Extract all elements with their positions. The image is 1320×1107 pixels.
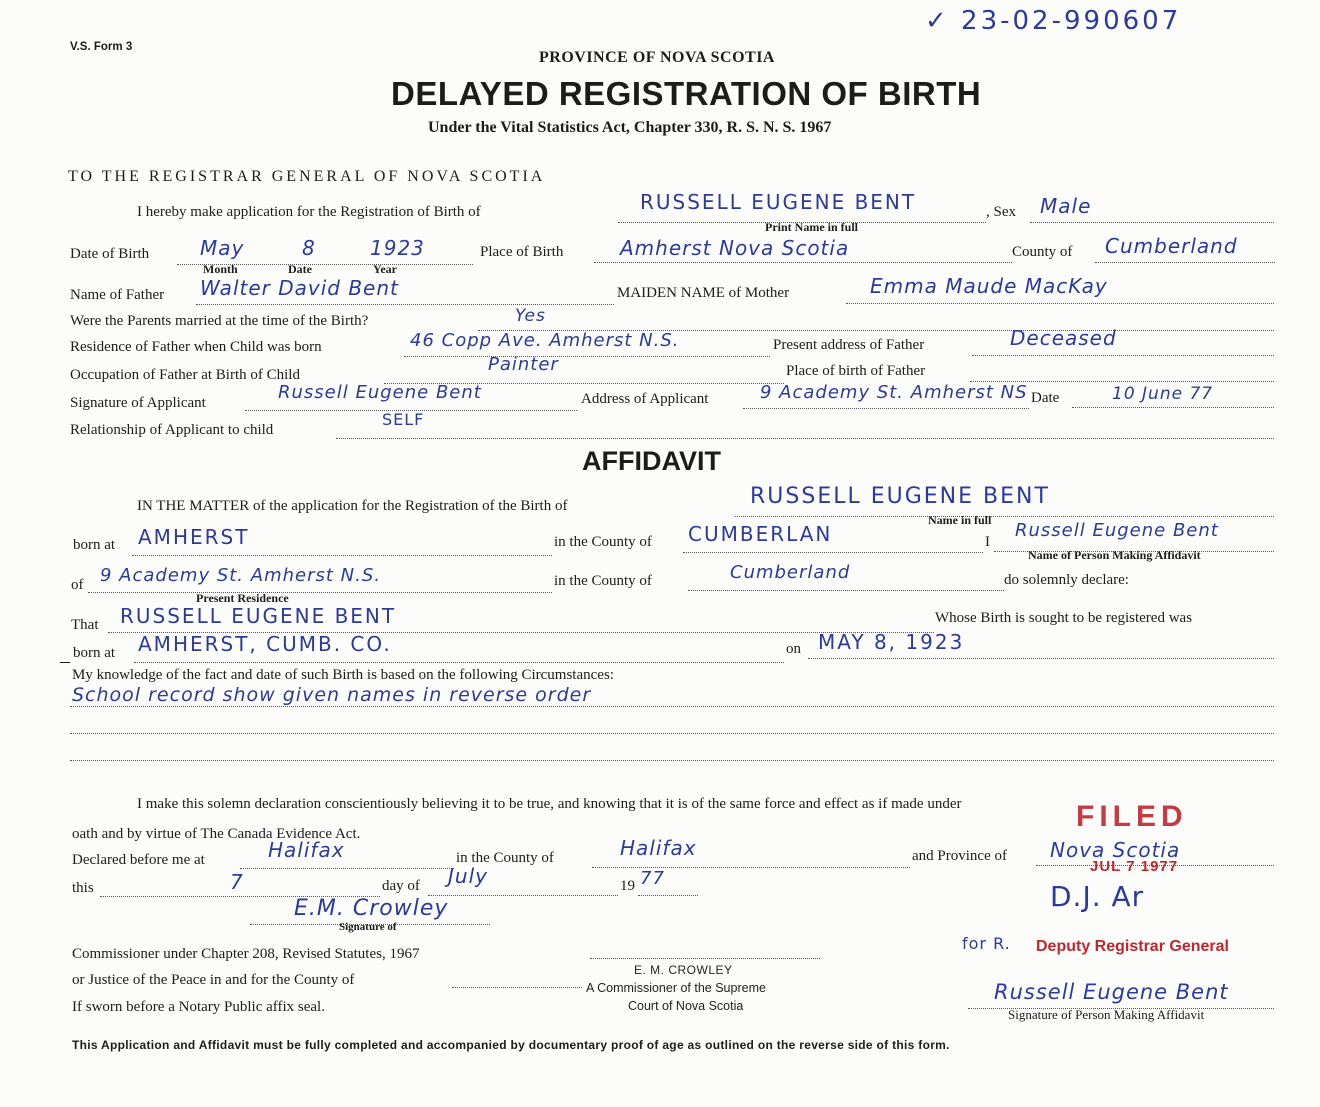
circumstances-line-1 [70,706,1274,707]
solemn-line-1: I make this solemn declaration conscientiously believing it to be true, and knowing that it is of the same force and effect as if made under [137,796,962,812]
this-label: this [72,880,94,896]
filed-stamp: FILED [1076,800,1188,833]
margin-dash: – [60,650,70,672]
place-label: Place of Birth [480,244,564,260]
relationship-value: SELF [382,410,425,429]
date-line [1072,407,1274,408]
on-date-value: MAY 8, 1923 [818,630,965,654]
occupation-label: Occupation of Father at Birth of Child [70,367,300,383]
relationship-label: Relationship of Applicant to child [70,422,274,438]
place-value: Amherst Nova Scotia [620,236,850,260]
affiant-value: Russell Eugene Bent [1015,520,1219,541]
month-value: July [448,864,488,888]
signature-applicant-label: Signature of Applicant [70,395,206,411]
county-value: Cumberland [1105,234,1238,258]
married-label: Were the Parents married at the time of the Birth? [70,313,369,329]
born-at-label: born at [73,537,116,553]
declared-label: Declared before me at [72,852,205,868]
name-full-caption: Name in full [928,513,992,527]
applicant-name-value: RUSSELL EUGENE BENT [640,190,917,214]
place-line [594,262,1012,263]
present-address-father-line [972,355,1274,356]
date-caption: Date [288,262,312,276]
in-county2-label: in the County of [554,573,652,589]
on-line [808,658,1274,659]
knowledge-label: My knowledge of the fact and date of such Birth is based on the following Circumstances: [72,667,614,683]
filed-date: JUL 7 1977 [1090,858,1179,875]
affidavit-title: AFFIDAVIT [582,446,721,476]
dob-month-value: May [200,236,245,260]
residence-father-label: Residence of Father when Child was born [70,339,322,355]
in-county2-line [688,590,1004,591]
stamp-line-3: Court of Nova Scotia [628,999,744,1013]
county-label: County of [1012,244,1073,260]
day-of-label: day of [382,878,420,894]
residence-father-line [404,356,770,357]
notary-label: If sworn before a Notary Public affix seal. [72,999,325,1015]
dob-label: Date of Birth [70,246,150,262]
address-applicant-line [743,408,1029,409]
registration-number: ✓ 23-02-990607 [925,6,1182,36]
present-residence-caption: Present Residence [196,591,289,605]
dob-date-value: 8 [302,236,316,260]
address-applicant-value: 9 Academy St. Amherst NS [760,382,1028,403]
born-at2-label: born at [73,645,116,661]
residence-value: 9 Academy St. Amherst N.S. [100,565,381,586]
commissioner-signature: E.M. Crowley [294,896,449,921]
dob-year-value: 1923 [370,236,425,260]
this-day-value: 7 [230,870,244,894]
occupation-value: Painter [488,354,559,375]
born-at2-value: AMHERST, CUMB. CO. [138,632,392,656]
province-heading: PROVINCE OF NOVA SCOTIA [539,49,775,66]
commissioner-label: Commissioner under Chapter 208, Revised Statutes, 1967 [72,946,420,962]
sex-line [1030,222,1274,223]
registrar-initials: D.J. Ar [1050,880,1145,913]
married-value: Yes [515,306,546,326]
affiant-signature: Russell Eugene Bent [994,980,1229,1004]
i-label: I [985,534,990,550]
that-label: That [71,617,99,633]
affiant-caption: Name of Person Making Affidavit [1028,548,1201,562]
year-line [638,895,698,896]
affidavit-name-value: RUSSELL EUGENE BENT [750,484,1050,509]
affidavit-county-value: CUMBERLAN [688,522,833,546]
stamp-line [590,958,820,959]
county3-label: in the County of [456,850,554,866]
matter-label: IN THE MATTER of the application for the Registration of the Birth of [137,498,568,514]
declared-line [240,868,454,869]
mother-value: Emma Maude MacKay [870,274,1108,298]
on-label: on [786,641,801,657]
footer-note: This Application and Affidavit must be fully completed and accompanied by documentary proof of age as outlined on the reverse side of this form. [72,1038,950,1052]
month-line [428,895,618,896]
whose-birth-label: Whose Birth is sought to be registered was [935,610,1193,626]
county-line [1095,262,1275,263]
affiant-signature-caption: Signature of Person Making Affidavit [1008,1007,1205,1022]
date-value: 10 June 77 [1112,384,1214,404]
signature-applicant-value: Russell Eugene Bent [278,382,482,403]
solemn-line-2: oath and by virtue of The Canada Evidence Act. [72,826,361,842]
circumstances-line-2 [70,733,1274,734]
in-county-label: in the County of [554,534,652,550]
apply-label: I hereby make application for the Registration of Birth of [137,204,481,220]
date-label: Date [1031,390,1060,406]
circumstances-value: School record show given names in reverse order [72,684,592,706]
stamp-line-2: A Commissioner of the Supreme [586,981,766,995]
county2-value: Cumberland [730,562,851,583]
form-subtitle: Under the Vital Statistics Act, Chapter 330, R. S. N. S. 1967 [428,119,832,136]
in-county-line [683,552,983,553]
sex-value: Male [1040,194,1092,218]
justice-line [452,987,582,988]
circumstances-line-3 [70,760,1274,761]
registrar-prefix: for R. [962,934,1011,953]
residence-line [88,592,552,593]
county3-value: Halifax [620,836,697,860]
that-name-value: RUSSELL EUGENE BENT [120,604,397,628]
to-registrar-line: TO THE REGISTRAR GENERAL OF NOVA SCOTIA [68,168,546,185]
signature-of-caption: Signature of [339,921,397,933]
address-applicant-label: Address of Applicant [581,391,709,407]
father-label: Name of Father [70,287,165,303]
mother-line [846,303,1274,304]
justice-label: or Justice of the Peace in and for the County of [72,972,355,988]
birthplace-father-label: Place of birth of Father [786,363,926,379]
matter-line [735,516,1274,517]
deputy-registrar-stamp: Deputy Registrar General [1036,938,1229,955]
father-line [196,304,614,305]
born-at-line [132,555,552,556]
year-prefix: 19 [620,878,635,894]
born-at-value: AMHERST [138,525,250,549]
relationship-line [336,438,1274,439]
born-at2-line [134,662,784,663]
form-id: V.S. Form 3 [70,41,133,53]
year-caption: Year [373,262,397,276]
declared-at-value: Halifax [268,838,345,862]
month-caption: Month [203,262,238,276]
of-label: of [71,577,84,593]
mother-label: MAIDEN NAME of Mother [617,285,790,301]
residence-father-value: 46 Copp Ave. Amherst N.S. [410,330,680,351]
form-title: DELAYED REGISTRATION OF BIRTH [391,75,982,112]
declare-label: do solemnly declare: [1004,572,1129,588]
province-label: and Province of [912,848,1007,864]
present-address-father-label: Present address of Father [773,337,925,353]
stamp-name: E. M. CROWLEY [634,963,733,977]
father-value: Walter David Bent [200,276,399,300]
province-value: Nova Scotia [1050,838,1181,862]
year-suffix-value: 77 [640,868,665,889]
present-address-father-value: Deceased [1010,326,1117,350]
print-name-caption: Print Name in full [765,220,858,234]
sex-label: , Sex [986,204,1016,220]
